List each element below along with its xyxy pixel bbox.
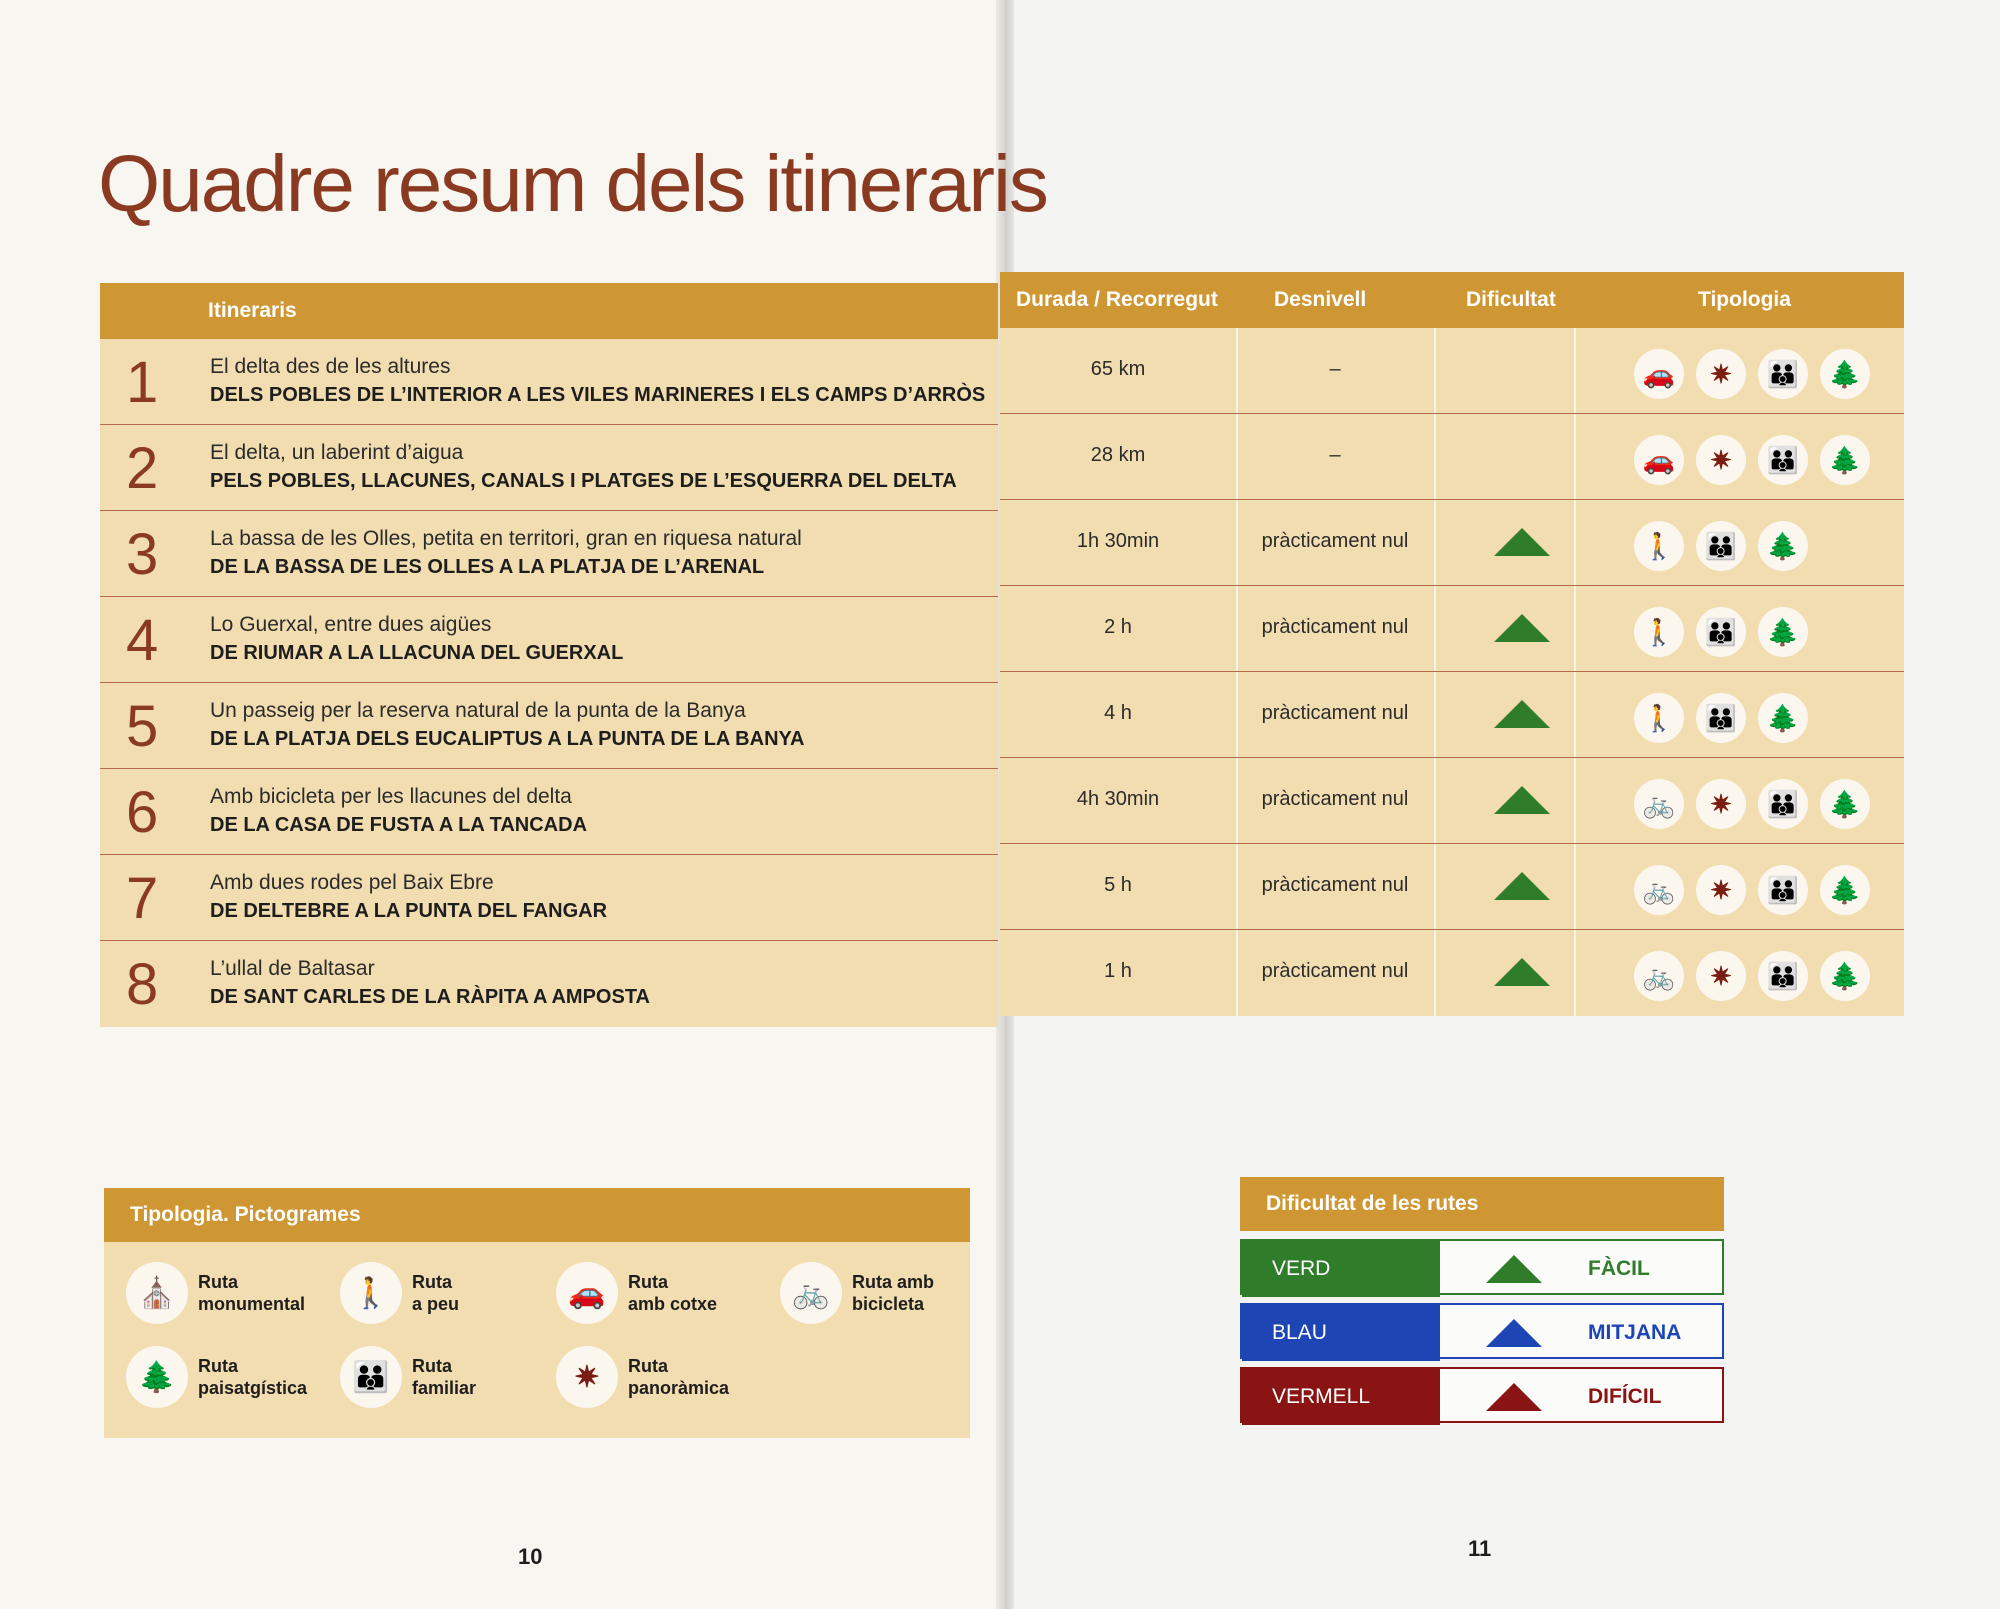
car-icon: 🚗 (1634, 435, 1684, 485)
details-table (1000, 272, 1904, 1016)
legend-item-landscape (126, 1346, 307, 1408)
details-row (1000, 758, 1904, 844)
page-number-left: 10 (518, 1544, 543, 1569)
elevation-cell: pràcticament nul (1261, 530, 1409, 552)
duration-cell: 1 h (1104, 960, 1132, 982)
bicycle-icon: 🚲 (780, 1262, 842, 1324)
family-icon: 👪 (1758, 349, 1808, 399)
trees-icon: 🌲 (1820, 349, 1870, 399)
itinerary-route: DE DELTEBRE A LA PUNTA DEL FANGAR (210, 900, 608, 922)
bicycle-icon: 🚲 (1634, 779, 1684, 829)
duration-header: Durada / Recorregut (1016, 288, 1218, 311)
trees-icon: 🌲 (1820, 951, 1870, 1001)
trees-icon: 🌲 (1758, 693, 1808, 743)
column-divider (1574, 328, 1576, 413)
itinerary-route: DE LA CASA DE FUSTA A LA TANCADA (210, 814, 588, 836)
trees-icon: 🌲 (1820, 435, 1870, 485)
typology-icons (1634, 349, 1870, 399)
itinerary-subtitle: Amb bicicleta per les llacunes del delta (210, 785, 572, 808)
itinerary-number: 8 (126, 952, 159, 1017)
legend-label: Ruta paisatgística (198, 1356, 308, 1398)
panoramic-icon: ✷ (1696, 779, 1746, 829)
legend-item-family (340, 1346, 476, 1408)
hiker-icon: 🚶 (1634, 521, 1684, 571)
itinerary-number: 2 (126, 436, 159, 501)
legend-label: Ruta amb cotxe (628, 1272, 718, 1314)
duration-cell: 5 h (1104, 874, 1132, 896)
column-divider (1434, 500, 1436, 585)
duration-cell: 28 km (1090, 444, 1146, 466)
details-row (1000, 414, 1904, 500)
difficulty-color: VERD (1242, 1241, 1440, 1297)
itinerary-route: DE RIUMAR A LA LLACUNA DEL GUERXAL (210, 642, 624, 664)
difficulty-color: BLAU (1242, 1305, 1440, 1361)
itinerary-route: DE LA BASSA DE LES OLLES A LA PLATJA DE L’ARENAL (210, 556, 765, 578)
trees-icon: 🌲 (1758, 521, 1808, 571)
panoramic-icon: ✷ (1696, 349, 1746, 399)
duration-cell: 4h 30min (1076, 788, 1160, 810)
duration-cell: 65 km (1090, 358, 1146, 380)
family-icon: 👪 (1758, 865, 1808, 915)
green-triangle-icon (1494, 786, 1550, 814)
itinerary-route: PELS POBLES, LLACUNES, CANALS I PLATGES DE L’ESQUERRA DEL DELTA (210, 470, 957, 492)
details-row (1000, 500, 1904, 586)
details-header (1000, 272, 1904, 328)
green-triangle-icon (1494, 872, 1550, 900)
family-icon: 👪 (1758, 779, 1808, 829)
elevation-cell: – (1329, 444, 1341, 466)
green-triangle-icon (1494, 614, 1550, 642)
difficulty-color: VERMELL (1242, 1369, 1440, 1425)
column-divider (1574, 414, 1576, 499)
hiker-icon: 🚶 (1634, 693, 1684, 743)
difficulty-legend-header: Dificultat de les rutes (1240, 1177, 1724, 1231)
triangle-icon (1486, 1319, 1542, 1347)
elevation-cell: pràcticament nul (1261, 788, 1409, 810)
itinerary-subtitle: L’ullal de Baltasar (210, 957, 375, 980)
family-icon: 👪 (1758, 951, 1808, 1001)
itinerary-number: 4 (126, 608, 159, 673)
itinerary-row (100, 855, 998, 941)
page-number-right: 11 (1468, 1536, 1492, 1561)
column-divider (1574, 844, 1576, 929)
legend-label: Ruta monumental (198, 1272, 306, 1314)
typology-icons (1634, 435, 1870, 485)
itinerary-row (100, 425, 998, 511)
panoramic-icon: ✷ (1696, 435, 1746, 485)
itinerary-row (100, 339, 998, 425)
column-divider (1434, 672, 1436, 757)
elevation-cell: pràcticament nul (1261, 960, 1409, 982)
panoramic-icon: ✷ (1696, 951, 1746, 1001)
itinerary-number: 5 (126, 694, 159, 759)
trees-icon: 🌲 (1820, 865, 1870, 915)
itinerary-route: DELS POBLES DE L’INTERIOR A LES VILES MARINERES I ELS CAMPS D’ARRÒS (210, 384, 986, 406)
itinerary-row (100, 511, 998, 597)
column-divider (1434, 930, 1436, 1016)
duration-cell: 1h 30min (1076, 530, 1160, 552)
family-icon: 👪 (1758, 435, 1808, 485)
itinerary-subtitle: Un passeig per la reserva natural de la punta de la Banya (210, 699, 746, 722)
elevation-cell: pràcticament nul (1261, 702, 1409, 724)
family-icon: 👪 (340, 1346, 402, 1408)
itinerary-subtitle: Amb dues rodes pel Baix Ebre (210, 871, 494, 894)
page-title: Quadre resum dels itineraris (98, 139, 1047, 228)
bicycle-icon: 🚲 (1634, 951, 1684, 1001)
itinerary-subtitle: El delta, un laberint d’aigua (210, 441, 464, 464)
elevation-cell: pràcticament nul (1261, 874, 1409, 896)
legend-label: Ruta a peu (412, 1272, 460, 1314)
itinerary-number: 1 (126, 350, 159, 415)
column-divider (1574, 500, 1576, 585)
details-row (1000, 328, 1904, 414)
legend-item-walking (340, 1262, 459, 1324)
elevation-header: Desnivell (1274, 288, 1367, 311)
difficulty-row-hard (1240, 1367, 1724, 1423)
column-divider (1574, 930, 1576, 1016)
details-row (1000, 844, 1904, 930)
column-divider (1434, 586, 1436, 671)
difficulty-header: Dificultat (1466, 288, 1556, 311)
green-triangle-icon (1494, 958, 1550, 986)
itinerary-row (100, 941, 998, 1027)
panoramic-icon: ✷ (1696, 865, 1746, 915)
difficulty-row-medium (1240, 1303, 1724, 1359)
typology-icons (1634, 607, 1808, 657)
typology-icons (1634, 693, 1808, 743)
duration-cell: 4 h (1104, 702, 1132, 724)
itinerary-subtitle: El delta des de les altures (210, 355, 451, 378)
pictogram-legend (104, 1188, 970, 1438)
itinerary-number: 6 (126, 780, 159, 845)
trees-icon: 🌲 (1758, 607, 1808, 657)
legend-label: Ruta panoràmica (628, 1356, 730, 1398)
details-row (1000, 930, 1904, 1016)
column-divider (1434, 758, 1436, 843)
itinerary-route: DE LA PLATJA DELS EUCALIPTUS A LA PUNTA DE LA BANYA (210, 728, 805, 750)
itinerary-row (100, 769, 998, 855)
elevation-cell: – (1329, 358, 1341, 380)
itinerary-row (100, 597, 998, 683)
legend-item-panoramic (556, 1346, 729, 1408)
itineraries-table (100, 283, 998, 1027)
typology-icons (1634, 521, 1808, 571)
panoramic-icon: ✷ (556, 1346, 618, 1408)
bicycle-icon: 🚲 (1634, 865, 1684, 915)
column-divider (1434, 414, 1436, 499)
column-divider (1574, 758, 1576, 843)
typology-icons (1634, 865, 1870, 915)
duration-cell: 2 h (1104, 616, 1132, 638)
typology-icons (1634, 951, 1870, 1001)
itinerary-row (100, 683, 998, 769)
column-divider (1574, 586, 1576, 671)
details-row (1000, 672, 1904, 758)
legend-label: Ruta amb bicicleta (852, 1272, 935, 1314)
difficulty-row-easy (1240, 1239, 1724, 1295)
legend-label: Ruta familiar (412, 1356, 477, 1398)
pictogram-legend-header: Tipologia. Pictogrames (104, 1188, 970, 1242)
triangle-icon (1486, 1383, 1542, 1411)
difficulty-legend (1240, 1177, 1724, 1408)
column-divider (1434, 844, 1436, 929)
family-icon: 👪 (1696, 693, 1746, 743)
hiker-icon: 🚶 (1634, 607, 1684, 657)
itinerary-subtitle: La bassa de les Olles, petita en territori, gran en riquesa natural (210, 527, 802, 550)
itinerary-number: 7 (126, 866, 159, 931)
triangle-icon (1486, 1255, 1542, 1283)
itineraries-header: Itineraris (100, 283, 998, 339)
church-icon: ⛪ (126, 1262, 188, 1324)
details-row (1000, 586, 1904, 672)
trees-icon: 🌲 (1820, 779, 1870, 829)
family-icon: 👪 (1696, 607, 1746, 657)
trees-icon: 🌲 (126, 1346, 188, 1408)
column-divider (1574, 672, 1576, 757)
legend-item-car (556, 1262, 717, 1324)
car-icon: 🚗 (556, 1262, 618, 1324)
car-icon: 🚗 (1634, 349, 1684, 399)
typology-header: Tipologia (1698, 288, 1791, 311)
itinerary-number: 3 (126, 522, 159, 587)
typology-icons (1634, 779, 1870, 829)
elevation-cell: pràcticament nul (1261, 616, 1409, 638)
difficulty-level: MITJANA (1588, 1321, 1682, 1344)
itinerary-subtitle: Lo Guerxal, entre dues aigües (210, 613, 492, 636)
legend-item-monumental (126, 1262, 305, 1324)
hiker-icon: 🚶 (340, 1262, 402, 1324)
difficulty-level: FÀCIL (1588, 1257, 1650, 1280)
green-triangle-icon (1494, 700, 1550, 728)
itinerary-route: DE SANT CARLES DE LA RÀPITA A AMPOSTA (210, 986, 650, 1008)
family-icon: 👪 (1696, 521, 1746, 571)
legend-item-bicycle (780, 1262, 934, 1324)
green-triangle-icon (1494, 528, 1550, 556)
column-divider (1434, 328, 1436, 413)
difficulty-level: DIFÍCIL (1588, 1385, 1662, 1408)
